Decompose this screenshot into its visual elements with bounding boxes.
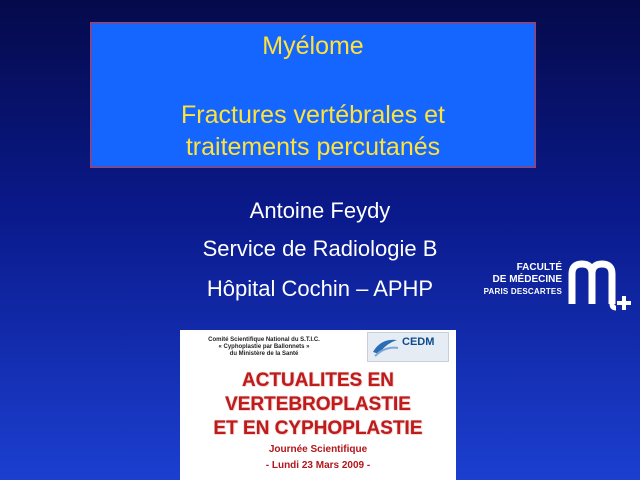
poster-committee-line-2: « Cyphoplastie par Ballonnets » [218,344,310,350]
poster-headline-2: VERTEBROPLASTIE [225,394,411,415]
logo-line-1: FACULTÉ [516,262,562,273]
poster-event: Journée Scientifique [268,444,368,455]
author-service: Service de Radiologie B [202,236,438,261]
title-box [90,22,536,168]
faculty-logo-mark-icon [568,260,638,312]
logo-line-2: DE MÉDECINE [492,274,562,285]
poster-committee-line-1: Comité Scientifique National du S.T.I.C. [208,337,320,343]
faculty-logo-text [482,262,562,298]
poster-image [180,330,456,480]
cedm-mark-icon [371,336,399,358]
title-lines-2-3 [91,99,535,163]
logo-line-3: PARIS DESCARTES [483,287,562,296]
poster-committee [194,337,334,358]
poster-committee-line-3: du Ministère de la Santé [229,351,299,357]
faculty-logo [482,258,638,318]
title-line-2: Fractures vertébrales et [181,101,445,129]
author-name: Antoine Feydy [249,198,391,223]
poster-headline-3: ET EN CYPHOPLASTIE [213,418,423,439]
author-hospital: Hôpital Cochin – APHP [206,276,434,301]
cedm-word: CEDM [402,336,435,348]
title-line-3: traitements percutanés [185,133,441,161]
poster-headline-1: ACTUALITES EN [242,370,394,391]
title-line-1: Myélome [262,32,364,60]
cedm-logo [367,332,449,362]
poster-date: - Lundi 23 Mars 2009 - [265,460,371,471]
